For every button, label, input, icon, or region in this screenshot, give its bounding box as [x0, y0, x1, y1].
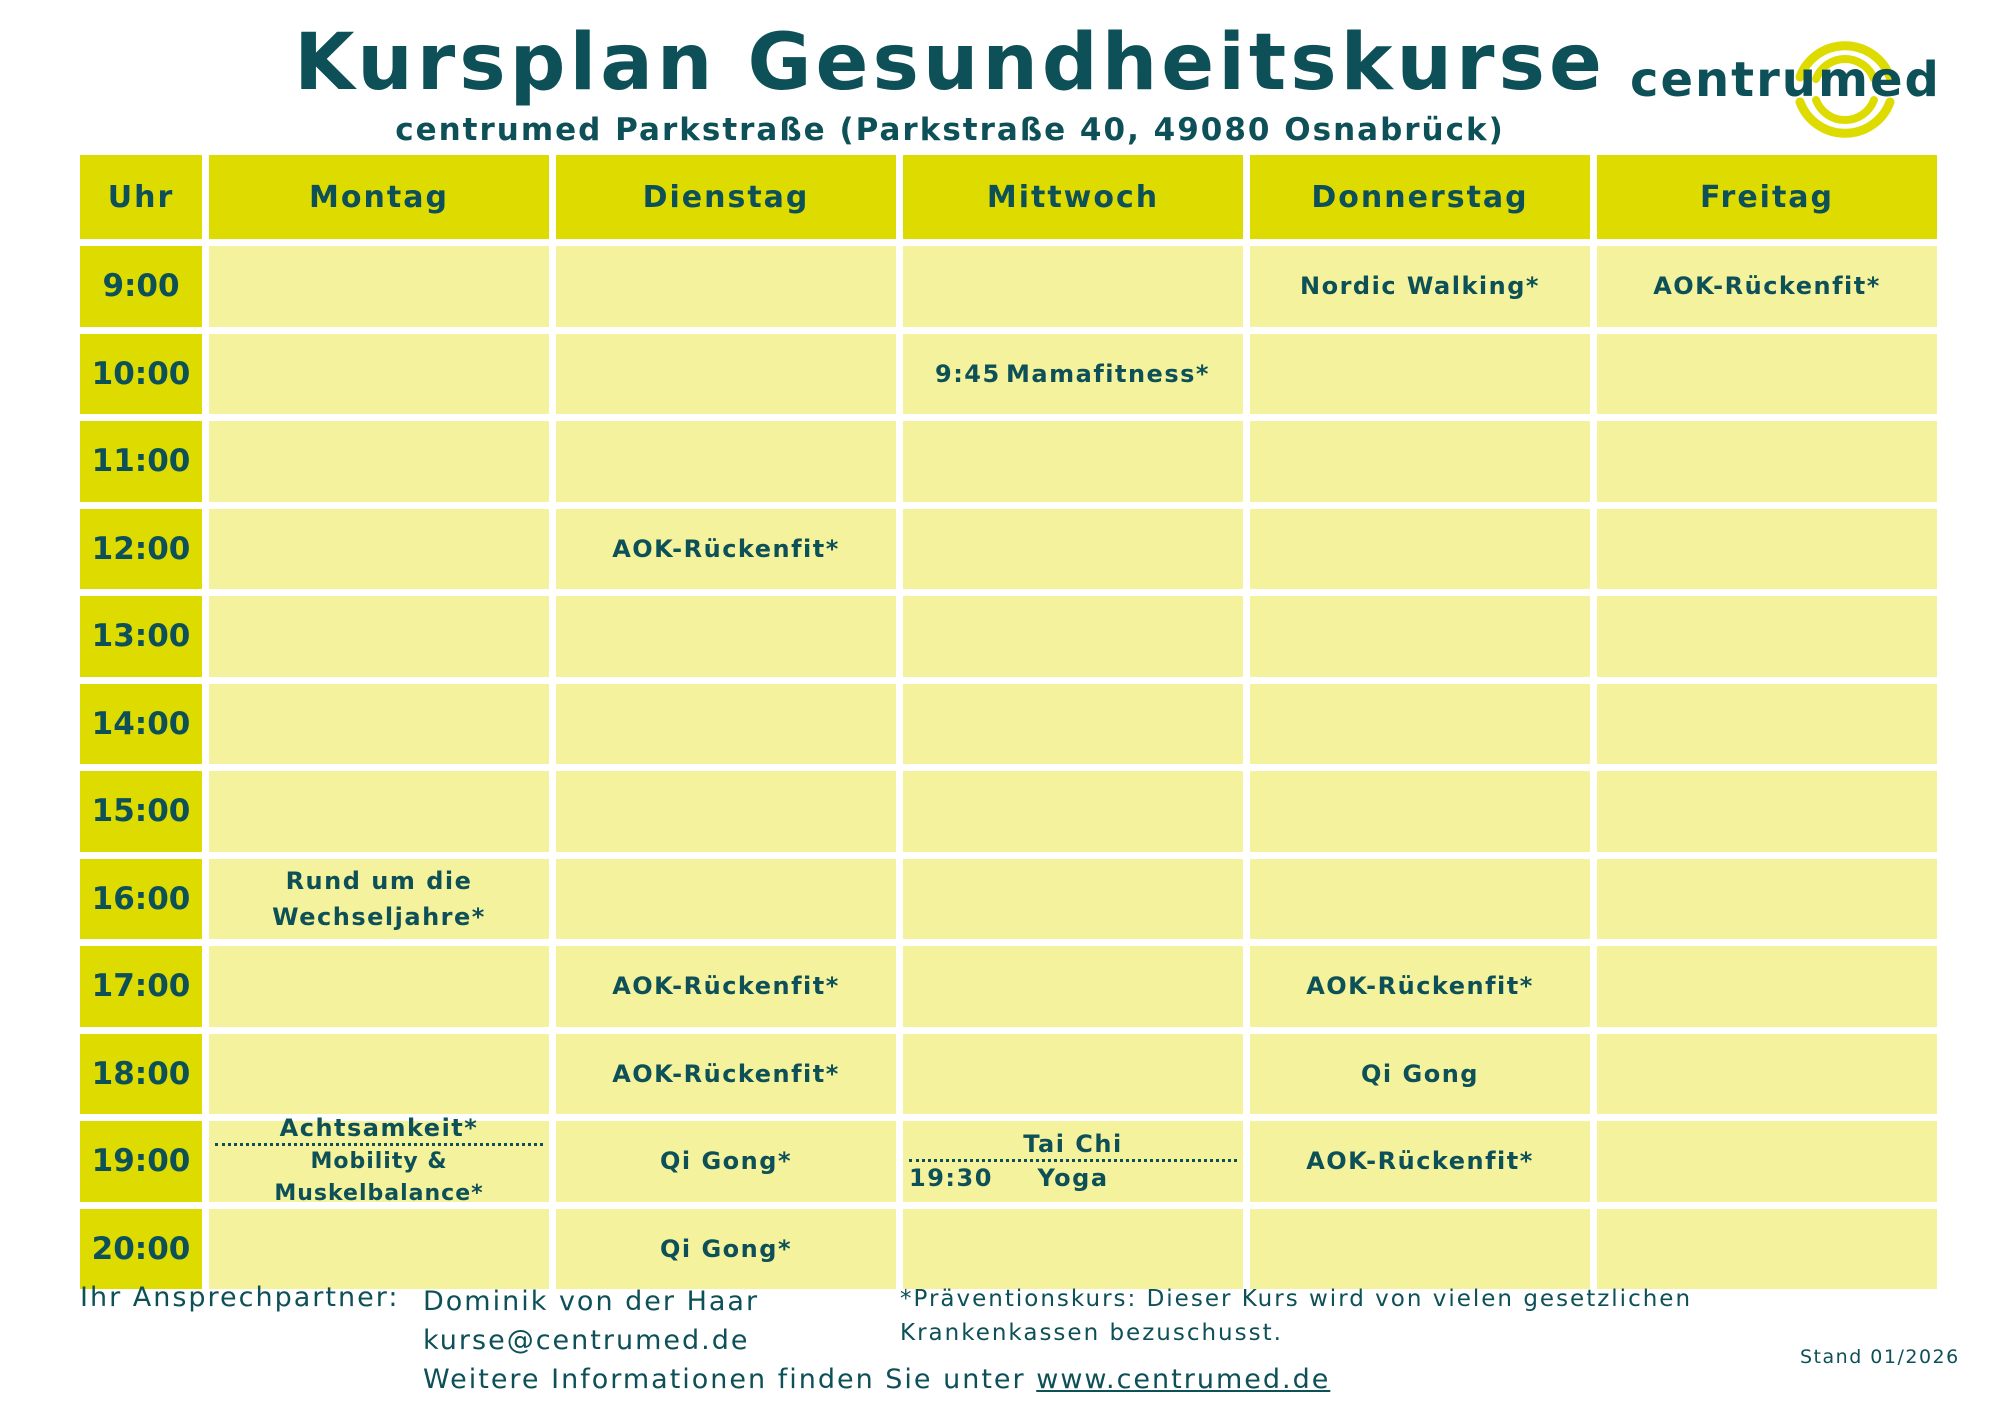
course-cell — [1597, 859, 1937, 940]
header-day-wednesday: Mittwoch — [903, 155, 1243, 239]
time-label: 17:00 — [80, 946, 202, 1027]
course-cell — [1250, 334, 1590, 415]
course-cell — [903, 334, 1243, 415]
time-label: 16:00 — [80, 859, 202, 940]
time-label: 13:00 — [80, 596, 202, 677]
course-cell — [209, 771, 549, 852]
course-cell — [1597, 596, 1937, 677]
course-cell — [1597, 1209, 1937, 1290]
header-day-thursday: Donnerstag — [1250, 155, 1590, 239]
time-label: 20:00 — [80, 1209, 202, 1290]
course-name: Qi Gong* — [660, 1147, 792, 1176]
course-cell — [1250, 1209, 1590, 1290]
schedule-table — [80, 155, 1937, 1289]
course-cell — [1597, 684, 1937, 765]
course-cell — [1250, 1034, 1590, 1115]
course-cell — [1597, 509, 1937, 590]
course-cell — [1597, 771, 1937, 852]
course-cell — [556, 1034, 896, 1115]
course-cell — [556, 334, 896, 415]
course-cell — [209, 859, 549, 940]
course-cell — [1250, 509, 1590, 590]
course-cell — [209, 596, 549, 677]
course-cell — [1597, 421, 1937, 502]
course-cell — [903, 246, 1243, 327]
course-cell — [903, 1209, 1243, 1290]
course-name: AOK-Rückenfit* — [612, 534, 840, 563]
time-label: 11:00 — [80, 421, 202, 502]
course-name: AOK-Rückenfit* — [612, 972, 840, 1001]
course-name: Nordic Walking* — [1300, 272, 1540, 301]
course-cell — [556, 771, 896, 852]
time-label: 14:00 — [80, 684, 202, 765]
course-cell — [209, 1209, 549, 1290]
contact-name: Dominik von der Haar — [423, 1286, 760, 1317]
course-bottom-row — [903, 1162, 1243, 1194]
course-cell — [1250, 1121, 1590, 1202]
course-cell — [1250, 596, 1590, 677]
course-cell — [1597, 334, 1937, 415]
course-cell — [556, 946, 896, 1027]
course-cell — [209, 421, 549, 502]
course-cell — [209, 684, 549, 765]
course-cell — [209, 509, 549, 590]
page-title: Kursplan Gesundheitskurse — [294, 18, 1606, 108]
course-cell — [1250, 771, 1590, 852]
course-cell — [209, 246, 549, 327]
course-cell — [556, 684, 896, 765]
course-cell — [903, 1034, 1243, 1115]
time-label: 15:00 — [80, 771, 202, 852]
course-cell — [209, 946, 549, 1027]
page-subtitle: centrumed Parkstraße (Parkstraße 40, 49080 Osnabrück) — [395, 112, 1505, 148]
course-cell — [556, 1209, 896, 1290]
course-name-line2: Wechseljahre* — [272, 902, 486, 931]
course-name: AOK-Rückenfit* — [612, 1059, 840, 1088]
course-cell — [556, 859, 896, 940]
course-cell — [1250, 946, 1590, 1027]
course-cell — [903, 421, 1243, 502]
course-name: Mamafitness* — [1006, 359, 1210, 388]
course-cell — [1250, 246, 1590, 327]
course-cell — [1597, 1034, 1937, 1115]
course-name: Qi Gong — [1361, 1059, 1479, 1088]
course-cell — [1250, 684, 1590, 765]
course-name: AOK-Rückenfit* — [1653, 272, 1881, 301]
time-label: 12:00 — [80, 509, 202, 590]
website-link[interactable]: www.centrumed.de — [1036, 1364, 1331, 1395]
course-cell — [556, 596, 896, 677]
course-name-top: Achtsamkeit* — [279, 1113, 479, 1142]
info-line — [423, 1360, 1330, 1399]
course-cell-split — [903, 1121, 1243, 1202]
header-day-monday: Montag — [209, 155, 549, 239]
course-cell — [556, 421, 896, 502]
course-name: AOK-Rückenfit* — [1306, 972, 1534, 1001]
contact-label: Ihr Ansprechpartner: — [80, 1282, 400, 1313]
course-name: AOK-Rückenfit* — [1306, 1147, 1534, 1176]
footnote: *Präventionskurs: Dieser Kurs wird von vielen gesetzlichen Krankenkassen bezuschusst. — [900, 1286, 1693, 1346]
course-cell — [903, 771, 1243, 852]
course-start-time: 9:45 — [935, 359, 1001, 388]
logo-text: centrumed — [1630, 52, 1941, 108]
course-name-line1: Rund um die — [285, 866, 473, 895]
course-cell — [903, 509, 1243, 590]
course-start-time: 19:30 — [909, 1163, 993, 1192]
course-cell — [903, 859, 1243, 940]
centrumed-logo — [1630, 22, 1940, 152]
course-cell — [556, 509, 896, 590]
header-uhr: Uhr — [80, 155, 202, 239]
course-name: Qi Gong* — [660, 1234, 792, 1263]
course-cell-split — [209, 1113, 549, 1206]
course-cell — [903, 596, 1243, 677]
header-day-friday: Freitag — [1597, 155, 1937, 239]
header-day-tuesday: Dienstag — [556, 155, 896, 239]
stand-date: Stand 01/2026 — [1800, 1346, 1960, 1368]
course-cell — [1250, 859, 1590, 940]
course-name-top: Tai Chi — [1023, 1129, 1123, 1158]
course-cell — [1250, 421, 1590, 502]
contact-email[interactable]: kurse@centrumed.de — [423, 1325, 750, 1356]
course-cell — [1597, 1121, 1937, 1202]
time-label: 10:00 — [80, 334, 202, 415]
course-cell — [209, 334, 549, 415]
course-cell — [1597, 246, 1937, 327]
course-cell — [556, 246, 896, 327]
course-name-bottom: Yoga — [1037, 1163, 1109, 1192]
time-label: 9:00 — [80, 246, 202, 327]
course-cell — [556, 1121, 896, 1202]
time-label: 18:00 — [80, 1034, 202, 1115]
course-name-bottom: Mobility & Muskelbalance* — [274, 1148, 484, 1206]
course-cell — [209, 1034, 549, 1115]
course-cell — [1597, 946, 1937, 1027]
course-cell — [903, 684, 1243, 765]
time-label: 19:00 — [80, 1121, 202, 1202]
course-cell — [903, 946, 1243, 1027]
info-text: Weitere Informationen finden Sie unter — [423, 1364, 1037, 1395]
